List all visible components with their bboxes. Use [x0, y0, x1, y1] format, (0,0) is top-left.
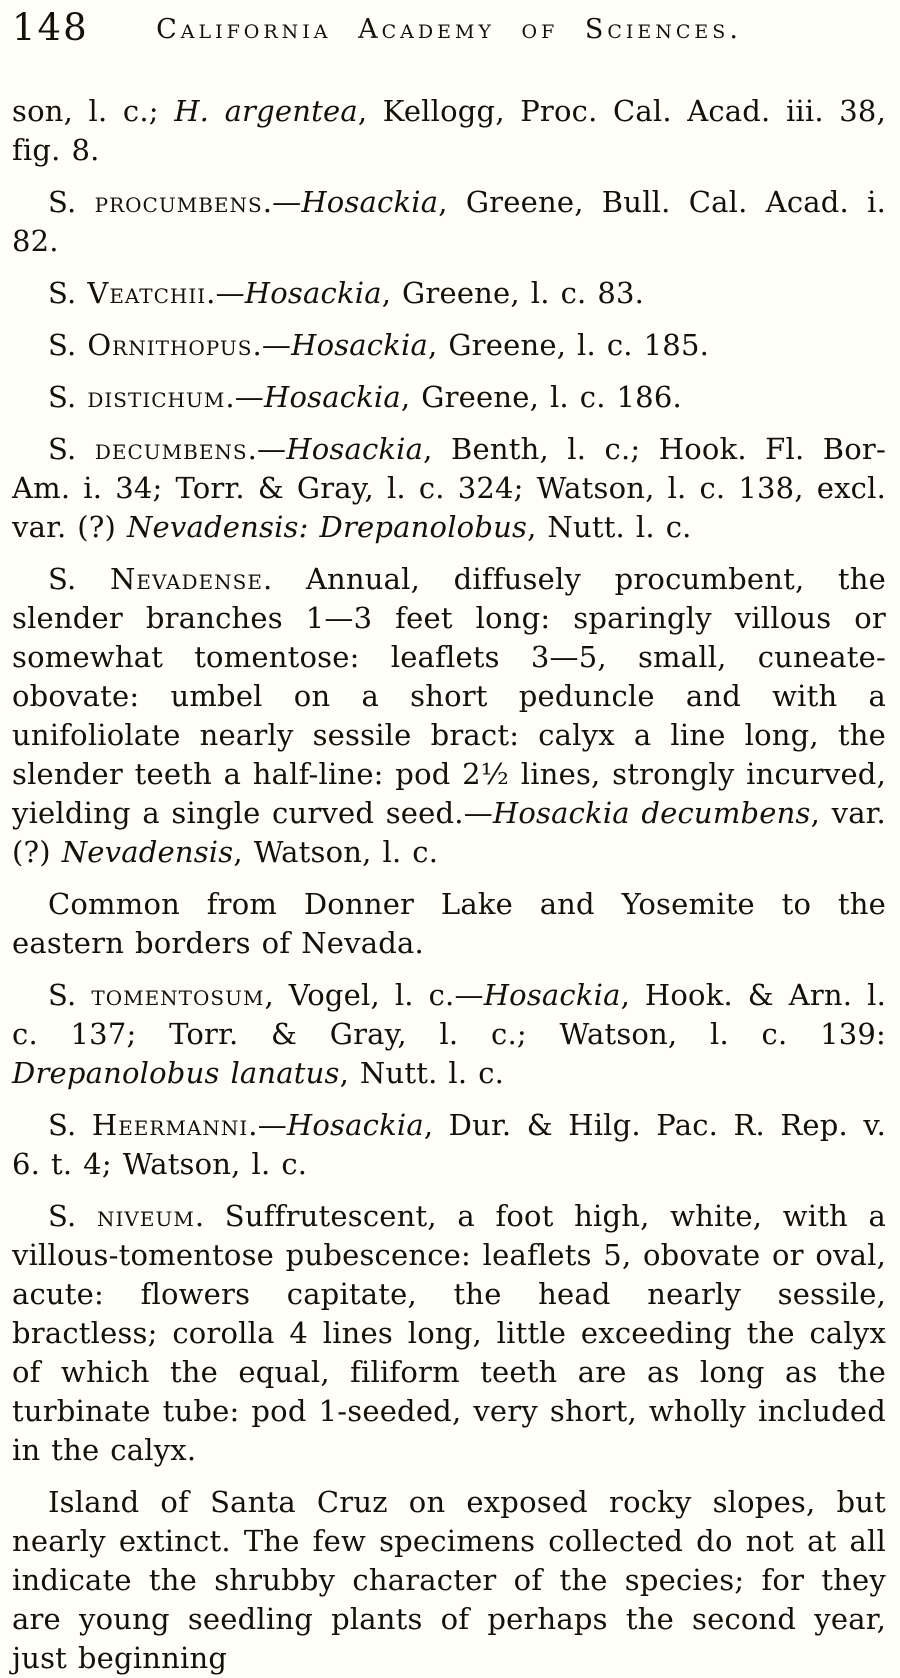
text-run: , Nutt. l. c.	[339, 1056, 505, 1090]
paragraph-entry-s-nevadense	[12, 560, 886, 872]
text-run: S.	[48, 562, 110, 596]
text-run: , var. (?)	[12, 796, 886, 869]
text-run: .—	[248, 1108, 287, 1142]
paragraph-entry-s-decumbens	[12, 430, 886, 547]
text-run-smallcaps: Veatchii	[87, 276, 207, 310]
text-run: , Vogel, l. c.—	[264, 978, 484, 1012]
paragraph-entry-s-tomentosum	[12, 976, 886, 1093]
text-run: .—	[206, 276, 245, 310]
text-run: S.	[48, 380, 88, 414]
text-run: , Benth, l. c.; Hook. Fl. Bor-Am. i. 34; Torr. & Gray, l. c. 324; Watson, l. c. 138, excl. var. (?)	[12, 432, 886, 544]
text-run-smallcaps: decumbens	[94, 432, 248, 466]
page-body	[12, 92, 886, 1678]
text-run-italic: Hosackia	[286, 432, 424, 466]
text-run-smallcaps: Nevadense	[109, 562, 263, 596]
paragraph-habitat-nevadense	[12, 885, 886, 963]
paragraph-entry-s-procumbens	[12, 183, 886, 261]
text-run: S.	[48, 1108, 92, 1142]
text-run: S.	[48, 328, 88, 362]
text-run: , Greene, l. c. 83.	[381, 276, 645, 310]
text-run-italic: Nevadensis:	[126, 510, 309, 544]
text-run-italic: Hosackia	[483, 978, 621, 1012]
paragraph-entry-s-heermanni	[12, 1106, 886, 1184]
text-run-italic: Hosackia	[301, 185, 439, 219]
text-run-smallcaps: Ornithopus	[87, 328, 253, 362]
paragraph-entry-s-niveum	[12, 1197, 886, 1470]
text-run: S.	[48, 276, 88, 310]
text-run-smallcaps: tomentosum	[91, 978, 265, 1012]
text-run: son, l. c.;	[12, 94, 175, 128]
paragraph-entry-s-veatchii	[12, 274, 886, 313]
text-run-italic: Hosackia	[291, 328, 428, 362]
text-run: Common from Donner Lake and Yosemite to the eastern borders of Nevada.	[12, 887, 886, 960]
text-run-italic: Nevadensis	[61, 835, 234, 869]
text-run: , Dur. & Hilg. Pac. R. Rep. v. 6. t. 4; Watson, l. c.	[12, 1108, 886, 1181]
paragraph-continuation-h-argentea	[12, 92, 886, 170]
text-run: , Greene, Bull. Cal. Acad. i. 82.	[12, 185, 887, 258]
text-run: S.	[48, 185, 95, 219]
text-run: S.	[48, 978, 92, 1012]
paragraph-entry-s-distichum	[12, 378, 886, 417]
text-run: , Nutt. l. c.	[527, 510, 692, 544]
page-header	[12, 6, 886, 58]
page-number: 148	[12, 6, 89, 49]
text-run: , Greene, l. c. 186.	[400, 380, 682, 414]
text-run-italic: Drepanolobus	[319, 510, 528, 544]
text-run-italic: Hosackia	[286, 1108, 424, 1142]
text-run-italic: H. argentea	[174, 94, 358, 128]
text-run: . Annual, diffusely procumbent, the slender branches 1—3 feet long: sparingly villous or somewhat tomentose: leaflets 3—5, small, cuneate-obovate: umbel on a short peduncle and with a unifoliolate nearly sessile bract: calyx a line long, the slender teeth a half-line: pod 2½ lines, strongly incurved, yielding a single curved seed.—	[12, 562, 886, 830]
text-run: , Watson, l. c.	[233, 835, 439, 869]
text-run: , Greene, l. c. 185.	[427, 328, 710, 362]
text-run: , Kellogg, Proc. Cal. Acad. iii. 38, fig. 8.	[12, 94, 886, 167]
text-run: S.	[48, 432, 95, 466]
text-run: Island of Santa Cruz on exposed rocky slopes, but nearly extinct. The few specimens collected do not at all indicate the shrubby character of the species; for they are young seedling plants of perhaps the second year, just beginning	[12, 1485, 886, 1675]
paragraph-entry-s-ornithopus	[12, 326, 886, 365]
text-run: .—	[252, 328, 292, 362]
text-run-italic: Hosackia decumbens	[492, 796, 811, 830]
text-run-italic: Drepanolobus lanatus	[12, 1056, 340, 1090]
text-run: S.	[48, 1199, 98, 1233]
text-run-smallcaps: niveum	[97, 1199, 195, 1233]
text-run-italic: Hosackia	[244, 276, 382, 310]
running-title: California Academy of Sciences.	[156, 14, 742, 45]
text-run-smallcaps: distichum	[87, 380, 226, 414]
paragraph-habitat-niveum	[12, 1483, 886, 1678]
text-run: .—	[262, 185, 302, 219]
text-run-smallcaps: Heermanni	[91, 1108, 249, 1142]
text-run-italic: Hosackia	[263, 380, 401, 414]
text-run: . Suffrutescent, a foot high, white, with a villous-tomentose pubescence: leaflets 5, obovate or oval, acute: flowers capitate, the head nearly sessile, bractless; corolla 4 lines long, little exceeding the calyx of which the equal, filiform teeth are as long as the turbinate tube: pod 1-seeded, very short, wholly included in the calyx.	[12, 1199, 886, 1467]
text-run: , Hook. & Arn. l. c. 137; Torr. & Gray, l. c.; Watson, l. c. 139:	[12, 978, 887, 1051]
text-run-smallcaps: procumbens	[94, 185, 263, 219]
text-run	[309, 510, 320, 544]
text-run: .—	[247, 432, 287, 466]
text-run: .—	[225, 380, 264, 414]
